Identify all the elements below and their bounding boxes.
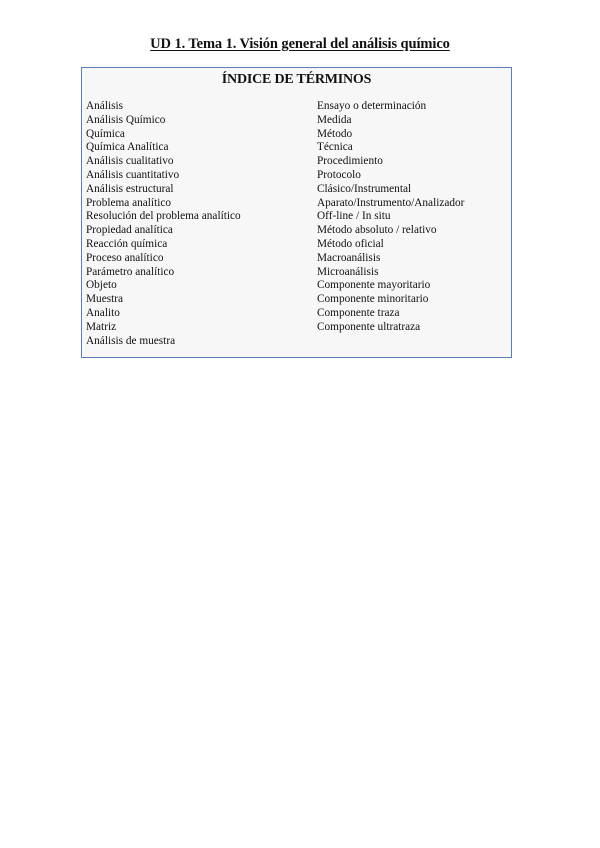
term-item: Técnica: [317, 141, 353, 154]
term-item: Clásico/Instrumental: [317, 182, 412, 195]
term-item: Procedimiento: [317, 155, 383, 168]
terms-list-left: [86, 100, 241, 348]
term-item: Medida: [317, 113, 352, 126]
term-item: Análisis cuantitativo: [86, 168, 180, 181]
term-item: Análisis cualitativo: [86, 155, 174, 168]
term-item: Macroanálisis: [317, 251, 381, 264]
term-item: Matriz: [86, 320, 117, 333]
term-item: Parámetro analítico: [86, 265, 175, 278]
term-item: Análisis: [86, 100, 124, 112]
term-item: Método: [317, 127, 353, 140]
term-item: Análisis de muestra: [86, 334, 176, 347]
term-item: Componente ultratraza: [317, 320, 421, 333]
terms-index-box: [81, 67, 512, 358]
term-item: Análisis estructural: [86, 182, 174, 195]
term-item: Método absoluto / relativo: [317, 224, 437, 237]
term-item: Muestra: [86, 293, 124, 306]
terms-list-right: [317, 100, 464, 335]
term-item: Componente mayoritario: [317, 279, 431, 292]
term-item: Análisis Químico: [86, 113, 166, 126]
term-item: Resolución del problema analítico: [86, 210, 241, 223]
term-item: Off-line / In situ: [317, 210, 391, 223]
term-item: Componente traza: [317, 306, 400, 319]
term-item: Aparato/Instrumento/Analizador: [317, 196, 465, 209]
index-heading: ÍNDICE DE TÉRMINOS: [221, 72, 372, 87]
term-item: Analito: [86, 306, 120, 319]
term-item: Proceso analítico: [86, 251, 164, 264]
term-item: Objeto: [86, 279, 117, 292]
term-item: Componente minoritario: [317, 293, 429, 306]
term-item: Propiedad analítica: [86, 224, 173, 237]
term-item: Química Analítica: [86, 141, 169, 154]
term-item: Ensayo o determinación: [317, 100, 427, 112]
term-item: Método oficial: [317, 237, 384, 250]
term-item: Microanálisis: [317, 265, 379, 278]
term-item: Problema analítico: [86, 196, 172, 209]
term-item: Química: [86, 127, 125, 140]
page-title: UD 1. Tema 1. Visión general del análisis químico: [150, 36, 450, 52]
term-item: Protocolo: [317, 168, 361, 181]
term-item: Reacción química: [86, 237, 168, 250]
